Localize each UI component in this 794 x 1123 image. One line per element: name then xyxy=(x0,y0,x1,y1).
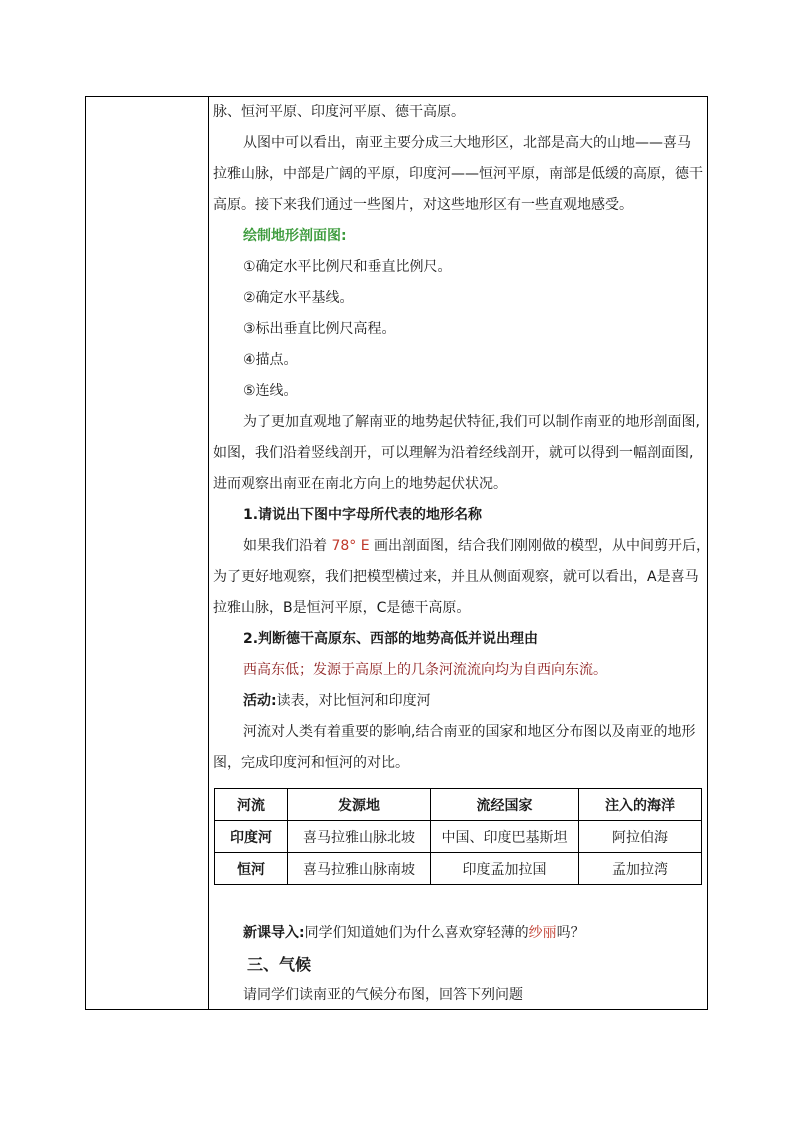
text-line xyxy=(243,531,711,562)
activity-text: 读表，对比恒河和印度河 xyxy=(276,693,431,709)
text-line: 进而观察出南亚在南北方向上的地势起伏状况。 xyxy=(213,476,507,492)
river-comparison-table xyxy=(214,788,702,885)
step-item: ①确定水平比例尺和垂直比例尺。 xyxy=(243,259,452,275)
text-line: 为了更好地观察，我们把模型横过来，并且从侧面观察，就可以看出，A是喜马 xyxy=(213,569,699,585)
table-cell: 印度孟加拉国 xyxy=(431,853,579,885)
step-item: ③标出垂直比例尺高程。 xyxy=(243,321,396,337)
intro-line xyxy=(243,918,703,949)
text-line: 拉雅山脉，中部是广阔的平原，印度河——恒河平原，南部是低缓的高原，德干 xyxy=(213,166,703,182)
climate-task: 请同学们读南亚的气候分布图，回答下列问题 xyxy=(243,987,523,1003)
activity-line xyxy=(243,686,703,717)
table-cell: 喜马拉雅山脉南坡 xyxy=(288,853,431,885)
table-header: 注入的海洋 xyxy=(579,789,702,821)
text-line: 为了更加直观地了解南亚的地势起伏特征,我们可以制作南亚的地形剖面图, xyxy=(243,414,700,430)
table-header-row xyxy=(215,789,702,821)
table-cell: 恒河 xyxy=(215,853,288,885)
column-divider xyxy=(208,97,209,1009)
intro-text: 同学们知道她们为什么喜欢穿轻薄的 xyxy=(304,925,529,941)
step-item: ④描点。 xyxy=(243,352,298,368)
question-1: 1.请说出下图中字母所代表的地形名称 xyxy=(243,507,483,523)
table-header: 发源地 xyxy=(288,789,431,821)
table-cell: 阿拉伯海 xyxy=(579,821,702,853)
profile-heading: 绘制地形剖面图: xyxy=(243,228,347,244)
table-header: 河流 xyxy=(215,789,288,821)
activity-label: 活动: xyxy=(243,693,277,709)
step-item: ②确定水平基线。 xyxy=(243,290,354,306)
text-line: 从图中可以看出，南亚主要分成三大地形区，北部是高大的山地——喜马 xyxy=(243,135,691,151)
table-cell: 孟加拉湾 xyxy=(579,853,702,885)
table-row xyxy=(215,821,702,853)
intro-label: 新课导入: xyxy=(243,925,305,941)
table-cell: 喜马拉雅山脉北坡 xyxy=(288,821,431,853)
answer-2: 西高东低；发源于高原上的几条河流流向均为自西向东流。 xyxy=(243,662,607,678)
text-line: 如图，我们沿着竖线剖开，可以理解为沿着经线剖开，就可以得到一幅剖面图, xyxy=(213,445,694,461)
table-cell: 中国、印度巴基斯坦 xyxy=(431,821,579,853)
text-line: 河流对人类有着重要的影响,结合南亚的国家和地区分布图以及南亚的地形 xyxy=(243,724,696,740)
intro-text-end: 吗？ xyxy=(556,925,585,941)
text-span: 如果我们沿着 xyxy=(243,538,332,554)
text-line: 脉、恒河平原、印度河平原、德干高原。 xyxy=(213,104,465,120)
text-line: 拉雅山脉，B是恒河平原，C是德干高原。 xyxy=(213,600,471,616)
text-line: 高原。接下来我们通过一些图片，对这些地形区有一些直观地感受。 xyxy=(213,197,633,213)
intro-highlight: 纱丽 xyxy=(528,925,557,941)
lesson-table-frame xyxy=(85,96,711,1010)
text-span: 画出剖面图，结合我们刚刚做的模型，从中间剪开后， xyxy=(369,538,711,554)
table-header: 流经国家 xyxy=(431,789,579,821)
step-item: ⑤连线。 xyxy=(243,383,298,399)
table-row xyxy=(215,853,702,885)
question-2: 2.判断德干高原东、西部的地势高低并说出理由 xyxy=(243,631,539,647)
section-title-climate: 三、气候 xyxy=(247,955,312,974)
longitude-label: 78° E xyxy=(331,538,370,554)
text-line: 图，完成印度河和恒河的对比。 xyxy=(213,755,409,771)
table-cell: 印度河 xyxy=(215,821,288,853)
